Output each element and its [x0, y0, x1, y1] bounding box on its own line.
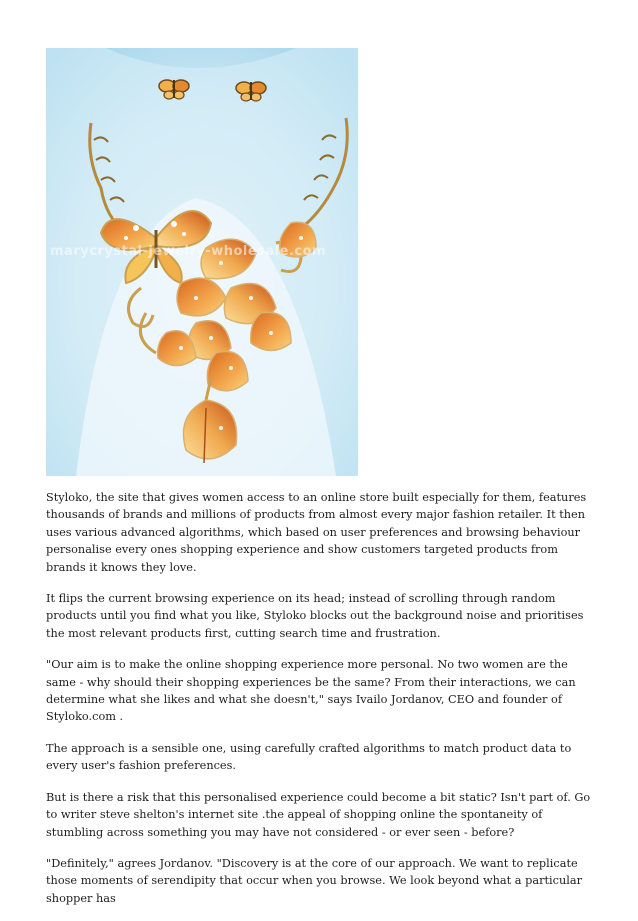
- article-body: [46, 489, 594, 921]
- paragraph: "Our aim is to make the online shopping experience more personal. No two women are the same - why should their shopping experiences be the same? From their interactions, we can determine what she likes and what she doesn't," says Ivailo Jordanov, CEO and founder of Styloko.com .: [46, 658, 576, 724]
- necklace-illustration: [46, 48, 358, 476]
- necklace-photo: [46, 48, 358, 476]
- photo-watermark: marycrystal-jewelry-wholesale.com: [50, 244, 327, 259]
- paragraph: The approach is a sensible one, using carefully crafted algorithms to match product data to every user's fashion preferences.: [46, 741, 572, 773]
- paragraph: "Definitely," agrees Jordanov. "Discovery is at the core of our approach. We want to replicate those moments of serendipity that occur when you browse. We look beyond what a particular shopper has: [46, 856, 582, 905]
- paragraph: It flips the current browsing experience on its head; instead of scrolling through random products until you find what you like, Styloko blocks out the background noise and prioritises the most relevant products first, cutting search time and frustration.: [46, 592, 584, 640]
- paragraph: But is there a risk that this personalised experience could become a bit static? Isn't part of. Go to writer steve shelton's internet site .the appeal of shopping online the spontaneity of stumbling across something you may have not considered - or ever seen - before?: [46, 790, 591, 839]
- paragraph: Styloko, the site that gives women access to an online store built especially for them, features thousands of brands and millions of products from almost every major fashion retailer. It then uses various advanced algorithms, which based on user preferences and browsing behaviour personalise every ones shopping experience and show customers targeted products from brands it knows they love.: [46, 491, 587, 574]
